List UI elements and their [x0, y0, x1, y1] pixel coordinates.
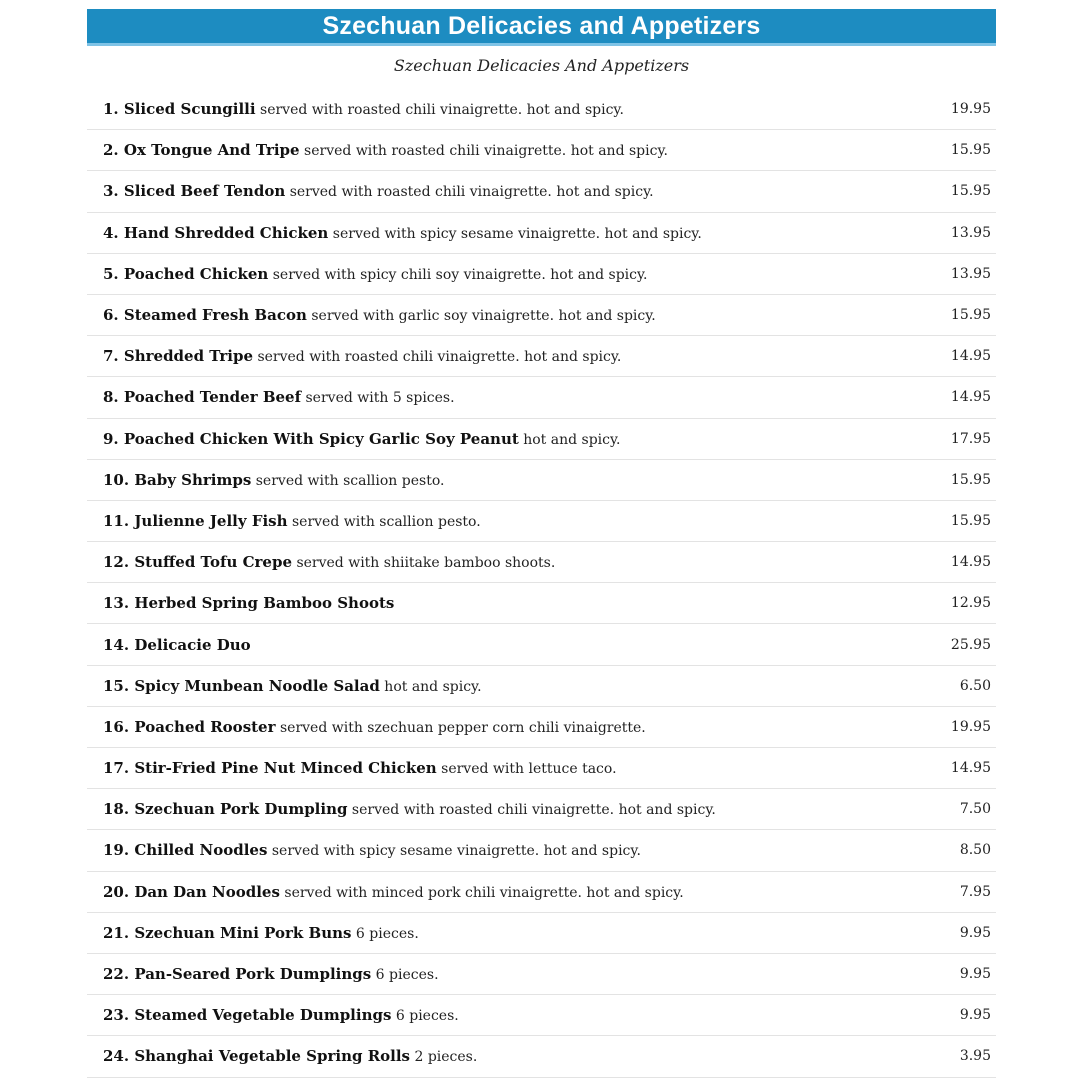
menu-item-row[interactable] — [87, 1036, 996, 1077]
menu-item-name: 9. Poached Chicken With Spicy Garlic Soy Peanut — [103, 429, 519, 448]
menu-item-name: 24. Shanghai Vegetable Spring Rolls — [103, 1047, 411, 1066]
menu-item-text — [103, 924, 419, 942]
menu-item-name: 22. Pan-Seared Pork Dumplings — [103, 965, 372, 984]
menu-item-description: served with spicy sesame vinaigrette. hot and spicy. — [271, 843, 641, 860]
menu-item-description: served with roasted chili vinaigrette. hot and spicy. — [304, 143, 668, 160]
menu-item-row[interactable] — [87, 583, 996, 624]
menu-item-name: 6. Steamed Fresh Bacon — [103, 306, 307, 325]
section-subtitle: Szechuan Delicacies And Appetizers — [393, 56, 690, 75]
menu-item-name: 12. Stuffed Tofu Crepe — [103, 553, 292, 572]
menu-item-row[interactable] — [87, 995, 996, 1036]
menu-item-row[interactable] — [87, 501, 996, 542]
menu-item-price: 9.95 — [959, 966, 991, 983]
menu-item-name: 13. Herbed Spring Bamboo Shoots — [103, 594, 395, 613]
menu-item-price: 13.95 — [950, 224, 991, 241]
menu-item-price: 19.95 — [950, 101, 991, 118]
menu-item-text — [103, 841, 641, 859]
menu-item-name: 18. Szechuan Pork Dumpling — [103, 800, 348, 819]
menu-item-description: served with roasted chili vinaigrette. hot and spicy. — [257, 349, 622, 366]
menu-item-text — [103, 965, 439, 983]
menu-item-price: 15.95 — [950, 183, 991, 200]
menu-item-text — [103, 800, 716, 818]
menu-item-name: 19. Chilled Noodles — [103, 841, 268, 860]
menu-item-text — [103, 512, 481, 530]
menu-item-list — [87, 89, 996, 1078]
menu-item-text — [103, 1047, 477, 1065]
menu-item-description: hot and spicy. — [523, 431, 621, 448]
menu-item-description: hot and spicy. — [384, 678, 482, 695]
menu-item-price: 9.95 — [959, 924, 991, 941]
menu-item-row[interactable] — [87, 254, 996, 295]
menu-item-price: 19.95 — [950, 718, 991, 735]
menu-item-row[interactable] — [87, 624, 996, 665]
menu-item-description: served with roasted chili vinaigrette. hot and spicy. — [260, 102, 624, 119]
menu-item-row[interactable] — [87, 666, 996, 707]
menu-item-price: 15.95 — [950, 512, 991, 529]
menu-item-row[interactable] — [87, 171, 996, 212]
menu-item-name: 23. Steamed Vegetable Dumplings — [103, 1006, 392, 1025]
menu-item-description: served with szechuan pepper corn chili vinaigrette. — [279, 719, 646, 736]
menu-item-text — [103, 100, 624, 118]
menu-item-description: served with scallion pesto. — [291, 513, 481, 530]
menu-item-description: served with 5 spices. — [305, 390, 455, 407]
menu-item-name: 16. Poached Rooster — [103, 717, 276, 736]
menu-item-name: 20. Dan Dan Noodles — [103, 882, 280, 901]
menu-item-text — [103, 677, 482, 695]
menu-item-description: served with roasted chili vinaigrette. hot and spicy. — [289, 184, 654, 201]
menu-item-name: 4. Hand Shredded Chicken — [103, 223, 329, 242]
menu-item-name: 11. Julienne Jelly Fish — [103, 511, 288, 530]
menu-item-name: 1. Sliced Scungilli — [103, 100, 256, 119]
menu-item-name: 21. Szechuan Mini Pork Buns — [103, 923, 352, 942]
menu-item-row[interactable] — [87, 89, 996, 130]
menu-item-price: 15.95 — [950, 471, 991, 488]
section-header-bar — [87, 9, 996, 46]
menu-item-text — [103, 265, 647, 283]
menu-item-name: 8. Poached Tender Beef — [103, 388, 302, 407]
menu-item-text — [103, 759, 617, 777]
menu-item-price: 8.50 — [959, 842, 991, 859]
menu-item-price: 14.95 — [950, 348, 991, 365]
menu-item-price: 13.95 — [950, 265, 991, 282]
menu-item-description: served with scallion pesto. — [255, 472, 445, 489]
menu-item-price: 17.95 — [950, 430, 991, 447]
menu-item-description: served with minced pork chili vinaigrette. hot and spicy. — [284, 884, 684, 901]
menu-item-description: served with roasted chili vinaigrette. hot and spicy. — [351, 802, 716, 819]
menu-item-row[interactable] — [87, 954, 996, 995]
menu-item-price: 6.50 — [959, 677, 991, 694]
menu-item-text — [103, 718, 646, 736]
menu-item-name: 3. Sliced Beef Tendon — [103, 182, 286, 201]
menu-item-text — [103, 430, 621, 448]
menu-item-text — [103, 224, 702, 242]
menu-item-name: 17. Stir-Fried Pine Nut Minced Chicken — [103, 759, 437, 778]
menu-item-text — [103, 347, 621, 365]
menu-item-description: 6 pieces. — [395, 1008, 459, 1025]
menu-item-text — [103, 141, 668, 159]
menu-item-description: served with garlic soy vinaigrette. hot and spicy. — [311, 308, 656, 325]
menu-item-row[interactable] — [87, 789, 996, 830]
menu-item-text — [103, 1006, 459, 1024]
menu-item-text — [103, 182, 654, 200]
menu-item-name: 10. Baby Shrimps — [103, 470, 252, 489]
menu-item-description: 6 pieces. — [375, 967, 439, 984]
menu-item-name: 14. Delicacie Duo — [103, 635, 251, 654]
menu-item-description: served with spicy chili soy vinaigrette. hot and spicy. — [272, 266, 648, 283]
menu-item-text — [103, 636, 251, 654]
menu-item-row[interactable] — [87, 872, 996, 913]
menu-item-price: 7.95 — [959, 883, 991, 900]
menu-item-row[interactable] — [87, 913, 996, 954]
menu-item-description: served with lettuce taco. — [441, 761, 617, 778]
menu-item-row[interactable] — [87, 748, 996, 789]
menu-item-row[interactable] — [87, 419, 996, 460]
menu-item-price: 25.95 — [950, 636, 991, 653]
menu-item-row[interactable] — [87, 707, 996, 748]
menu-item-row[interactable] — [87, 542, 996, 583]
menu-item-description: served with shiitake bamboo shoots. — [296, 555, 556, 572]
menu-item-row[interactable] — [87, 830, 996, 871]
menu-item-price: 14.95 — [950, 760, 991, 777]
section-title: Szechuan Delicacies and Appetizers — [322, 11, 761, 40]
menu-item-name: 2. Ox Tongue And Tripe — [103, 141, 300, 160]
menu-item-description: served with spicy sesame vinaigrette. hot and spicy. — [332, 225, 702, 242]
menu-item-price: 14.95 — [950, 554, 991, 571]
menu-item-text — [103, 594, 394, 612]
menu-item-price: 12.95 — [950, 595, 991, 612]
menu-item-text — [103, 883, 684, 901]
menu-item-text — [103, 306, 656, 324]
menu-item-price: 3.95 — [959, 1048, 991, 1065]
menu-item-name: 15. Spicy Munbean Noodle Salad — [103, 676, 380, 695]
menu-item-text — [103, 388, 455, 406]
menu-item-price: 15.95 — [950, 307, 991, 324]
menu-item-text — [103, 471, 444, 489]
menu-item-text — [103, 553, 555, 571]
menu-item-description: 2 pieces. — [414, 1049, 478, 1066]
menu-item-price: 14.95 — [950, 389, 991, 406]
menu-item-row[interactable] — [87, 336, 996, 377]
menu-item-row[interactable] — [87, 295, 996, 336]
menu-item-description: 6 pieces. — [355, 925, 419, 942]
menu-item-row[interactable] — [87, 130, 996, 171]
menu-item-row[interactable] — [87, 377, 996, 418]
menu-item-row[interactable] — [87, 460, 996, 501]
menu-item-price: 9.95 — [959, 1007, 991, 1024]
menu-item-name: 7. Shredded Tripe — [103, 347, 253, 366]
menu-item-row[interactable] — [87, 213, 996, 254]
menu-item-name: 5. Poached Chicken — [103, 264, 269, 283]
menu-item-price: 7.50 — [959, 801, 991, 818]
menu-item-price: 15.95 — [950, 142, 991, 159]
